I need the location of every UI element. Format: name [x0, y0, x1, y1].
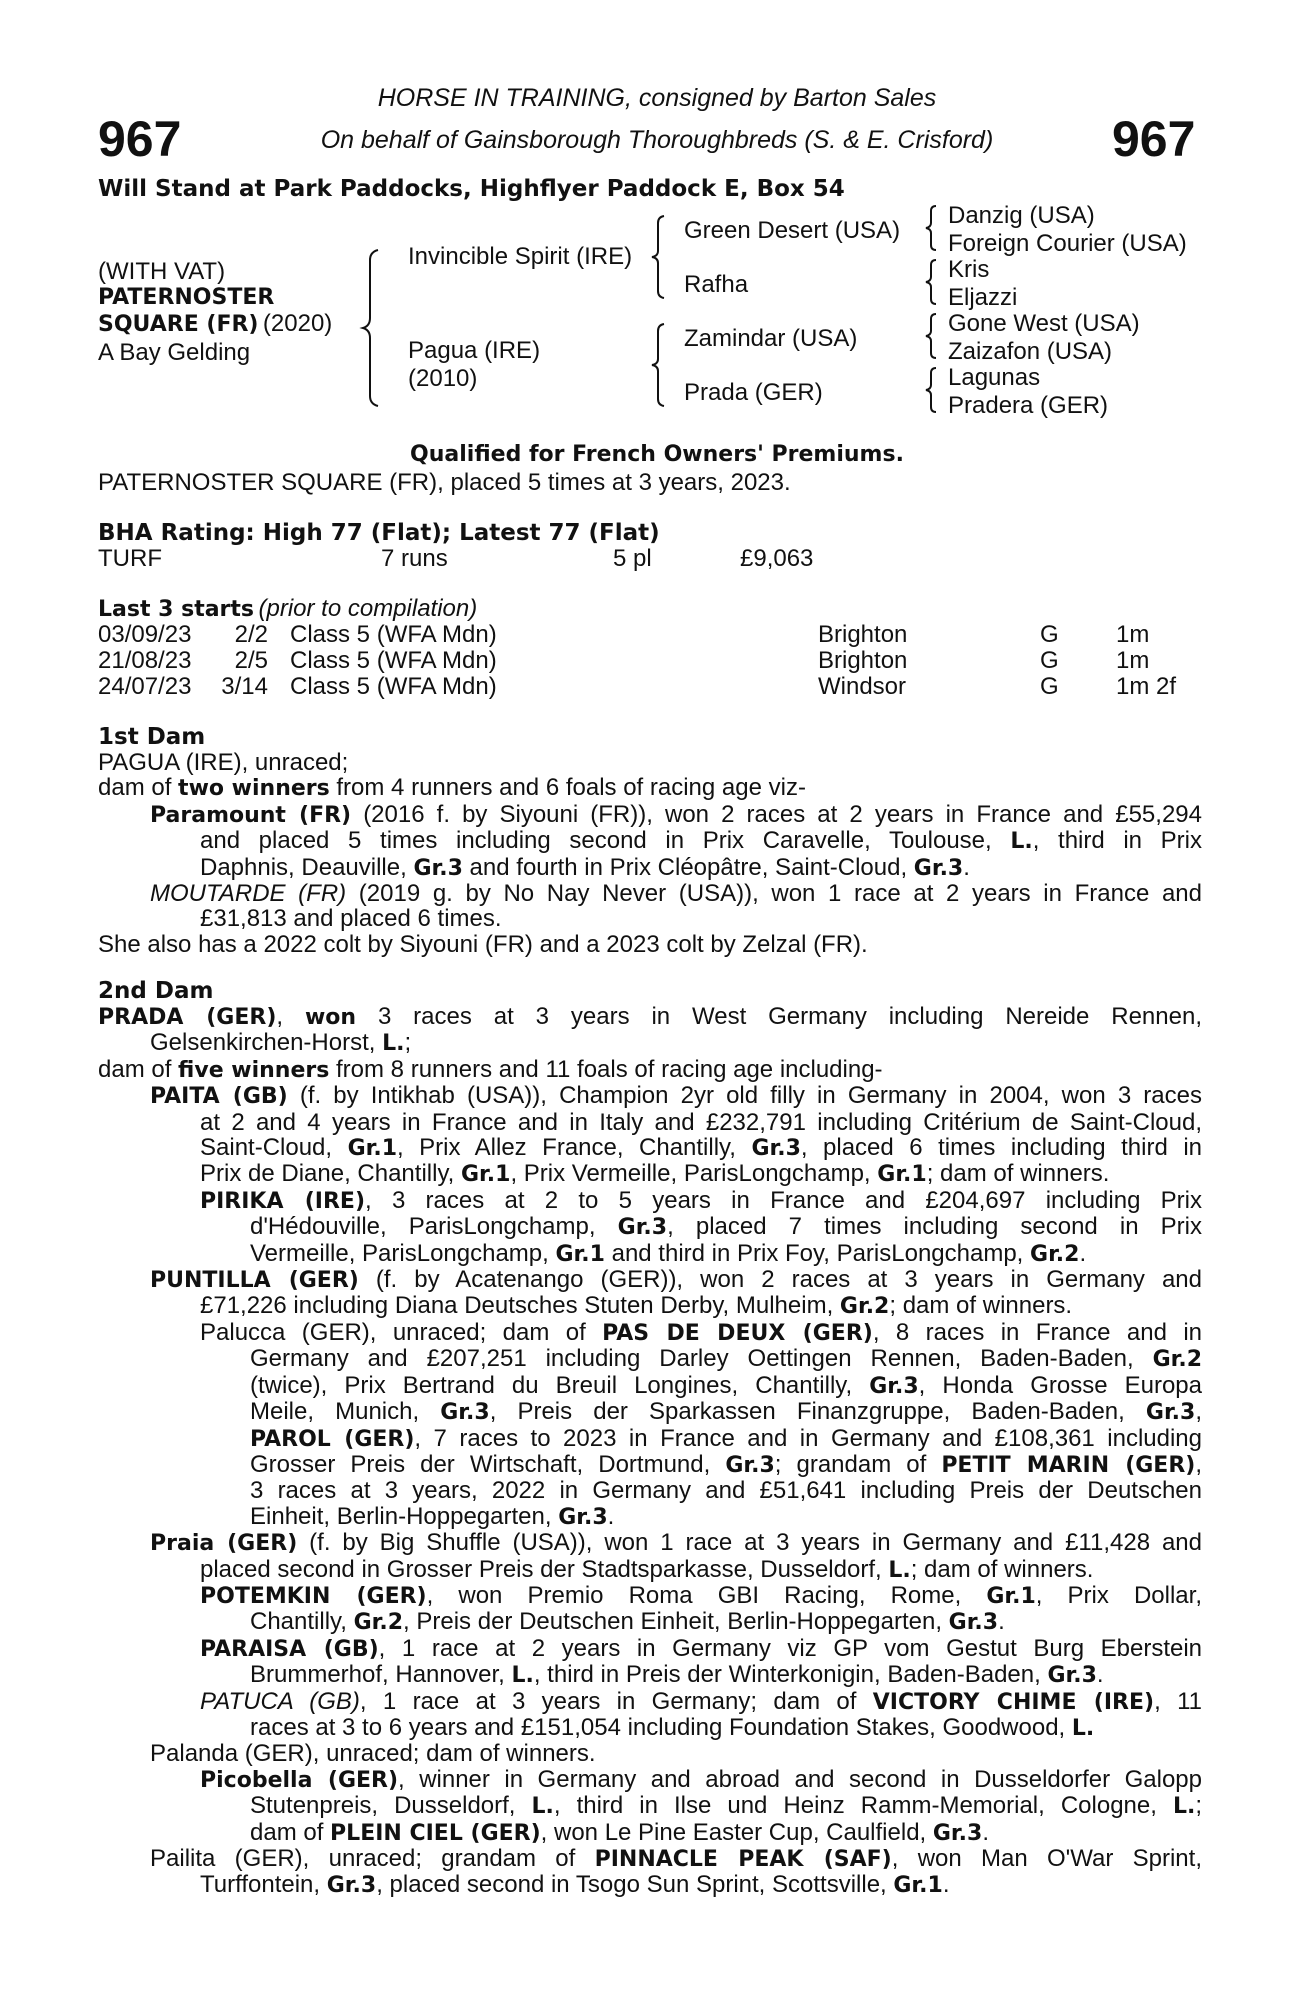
runner-name: PATUCA (GB): [200, 1688, 360, 1715]
second-dam-line: [150, 1741, 1202, 1766]
text: , third in Prix: [1032, 828, 1202, 855]
first-dam-line: [200, 906, 1202, 931]
second-dam-line: [250, 1452, 1202, 1478]
start-race: Class 5 (WFA Mdn): [290, 673, 497, 700]
premiums-note: Qualified for French Owners' Premiums.: [410, 442, 904, 467]
start-race: Class 5 (WFA Mdn): [290, 621, 497, 648]
text: Gr.3: [1145, 1400, 1196, 1426]
text: Grosser Preis der Wirtschaft, Dortmund,: [250, 1451, 726, 1478]
text: Daphnis, Deauville,: [200, 854, 414, 881]
text: , Preis der Deutschen Einheit, Berlin-Hoppegarten,: [403, 1609, 949, 1636]
runner-name: Picobella (GER): [200, 1767, 399, 1793]
second-dam-line: [200, 1583, 1202, 1609]
text: (2019 g. by No Nay Never (USA)), won 1 race at 2 years in France and: [346, 881, 1202, 907]
pedigree-dam: Pagua (IRE): [408, 337, 541, 364]
text: Turffontein,: [200, 1872, 327, 1899]
text: ; dam of winners.: [926, 1161, 1110, 1188]
runner-name: PIRIKA (IRE): [200, 1188, 366, 1214]
text: , Prix Dollar,: [1035, 1582, 1202, 1609]
rating-surface: TURF: [98, 545, 162, 572]
pedigree-g3-7: Lagunas: [948, 364, 1041, 391]
text: dam of: [250, 1819, 331, 1846]
text: .: [963, 854, 970, 881]
text: L.: [1010, 829, 1033, 855]
text: £31,813 and placed 6 times.: [200, 906, 502, 932]
text: .: [942, 1872, 950, 1899]
text: ;: [1195, 1793, 1202, 1820]
text: 3 races at 3 years, 2022 in Germany and £51,641 including Preis der Deutschen: [250, 1478, 1202, 1504]
second-dam-line: [250, 1662, 1202, 1688]
second-dam-line: [200, 1767, 1202, 1793]
runner-name: VICTORY CHIME (IRE): [872, 1689, 1155, 1715]
runner-name: MOUTARDE (FR): [150, 881, 347, 907]
lot-number-left: 967: [98, 111, 182, 167]
second-dam-line: [200, 1636, 1202, 1662]
text: Gr.3: [617, 1215, 668, 1241]
text: from 8 runners and 11 foals of racing age including-: [329, 1056, 883, 1083]
last-starts-title: Last 3 starts: [98, 597, 255, 622]
runner-name: PETIT MARIN (GER): [941, 1452, 1196, 1478]
text: , Preis der Sparkassen Finanzgruppe, Baden-Baden,: [489, 1399, 1146, 1426]
consignor-line: HORSE IN TRAINING, consigned by Barton Sales: [377, 84, 937, 112]
text: L.: [888, 1557, 911, 1583]
pedigree-g3-4: Eljazzi: [948, 284, 1018, 311]
text: Saint-Cloud,: [200, 1135, 348, 1162]
text: (f. by Intikhab (USA)), Champion 2yr old filly in Germany in 2004, won 3 races: [287, 1083, 1202, 1110]
text: , placed 6 times including third in: [800, 1135, 1202, 1162]
second-dam-line: [200, 1161, 1202, 1187]
horse-description: A Bay Gelding: [98, 339, 251, 366]
text: Gr.3: [1047, 1663, 1097, 1689]
text: and third in Prix Foy, ParisLongchamp,: [604, 1240, 1031, 1267]
runner-name: PAITA (GB): [150, 1084, 288, 1110]
runner-name: Praia (GER): [150, 1531, 298, 1557]
text: (twice), Prix Bertrand du Breuil Longines, Chantilly,: [250, 1372, 870, 1399]
text: Gr.2: [353, 1610, 404, 1636]
text: , won Man O'War Sprint,: [891, 1846, 1202, 1872]
text: Gr.3: [932, 1820, 983, 1846]
start-going: G: [1040, 621, 1059, 648]
text: Gr.1: [877, 1162, 927, 1188]
text: ,: [276, 1004, 305, 1030]
rating-runs: 7 runs: [381, 545, 448, 572]
first-dam-section: [98, 750, 1202, 957]
second-dam-line: [250, 1214, 1202, 1240]
text: ; dam of winners.: [910, 1556, 1094, 1583]
text: (2016 f. by Siyouni (FR)), won 2 races at 2 years in France and £55,294: [351, 801, 1202, 828]
rating-prize: £9,063: [740, 545, 814, 572]
text: , 7 races to 2023 in France and in Germany and £108,361 including: [414, 1425, 1202, 1452]
text: Prix de Diane, Chantilly,: [200, 1161, 461, 1188]
second-dam-line: [250, 1241, 1202, 1267]
horse-name-line2-row: [98, 311, 332, 337]
pedigree-brace-sire: [648, 214, 672, 300]
text: , 8 races in France and in: [872, 1319, 1202, 1346]
text: PAGUA (IRE), unraced;: [98, 750, 349, 776]
text: , Prix Vermeille, ParisLongchamp,: [510, 1161, 878, 1188]
second-dam-line: [250, 1373, 1202, 1399]
text: Gr.3: [751, 1136, 801, 1162]
text: Palucca (GER), unraced; dam of: [200, 1319, 603, 1346]
text: , Prix Allez France, Chantilly,: [397, 1135, 752, 1162]
text: Gr.2: [839, 1294, 890, 1320]
text: ,: [1195, 1399, 1202, 1426]
text: ; grandam of: [774, 1451, 942, 1478]
second-dam-line: [250, 1478, 1202, 1503]
pedigree-brace-g3-2: [922, 258, 942, 306]
start-date: 03/09/23: [98, 621, 192, 648]
text: and fourth in Prix Cléopâtre, Saint-Cloud,: [462, 854, 914, 881]
text: , placed 7 times including second in Prix: [667, 1214, 1202, 1241]
start-course: Windsor: [818, 673, 907, 700]
text: .: [1096, 1662, 1104, 1689]
pedigree-brace-gen1: [360, 248, 390, 408]
start-distance: 1m: [1116, 621, 1150, 648]
second-dam-title: 2nd Dam: [98, 978, 214, 1004]
text: L.: [1071, 1715, 1095, 1741]
second-dam-line: [150, 1083, 1202, 1109]
first-dam-line: [98, 775, 1202, 801]
rating-placed: 5 pl: [613, 545, 652, 572]
text: She also has a 2022 colt by Siyouni (FR) and a 2023 colt by Zelzal (FR).: [98, 931, 868, 958]
second-dam-line: [250, 1609, 1202, 1635]
last-starts-note: (prior to compilation): [258, 595, 478, 622]
second-dam-line: [98, 1057, 1202, 1083]
runner-name: PARAISA (GB): [200, 1636, 379, 1662]
start-position: 3/14: [221, 673, 268, 700]
pedigree-g3-6: Zaizafon (USA): [948, 338, 1113, 365]
text: ,: [1195, 1451, 1202, 1478]
second-dam-line: [200, 1872, 1202, 1898]
pedigree-dam-dam: Prada (GER): [684, 379, 823, 406]
vat-note: (WITH VAT): [98, 258, 226, 285]
first-dam-line: [98, 932, 1202, 957]
text: , 3 races at 2 to 5 years in France and £204,697 including Prix: [365, 1187, 1202, 1214]
text: Gr.3: [413, 855, 463, 881]
last-starts-heading: [98, 596, 477, 622]
text: , winner in Germany and abroad and second in Dusseldorfer Galopp: [398, 1766, 1202, 1793]
pedigree-g3-5: Gone West (USA): [948, 310, 1140, 337]
text: , third in Preis der Winterkonigin, Baden-Baden,: [533, 1662, 1048, 1689]
text: Chantilly,: [250, 1609, 354, 1636]
second-dam-line: [200, 1557, 1202, 1583]
pedigree-g3-3: Kris: [948, 256, 990, 283]
text: £71,226 including Diana Deutsches Stuten Derby, Mulheim,: [200, 1293, 840, 1320]
text: Gr.3: [440, 1400, 490, 1426]
location-line: Will Stand at Park Paddocks, Highflyer Paddock E, Box 54: [98, 176, 845, 202]
text: won: [304, 1005, 357, 1030]
text: PRADA (GER): [98, 1005, 277, 1030]
lot-number-right: 967: [1112, 111, 1196, 167]
text: two winners: [178, 776, 330, 802]
pedigree-g3-1: Danzig (USA): [948, 202, 1095, 229]
second-dam-line: [150, 1267, 1202, 1293]
start-distance: 1m: [1116, 647, 1150, 674]
vendor-line: On behalf of Gainsborough Thoroughbreds (S. & E. Crisford): [320, 126, 994, 154]
start-date: 21/08/23: [98, 647, 192, 674]
text: Gr.2: [1030, 1241, 1080, 1267]
start-distance: 1m 2f: [1116, 673, 1177, 700]
second-dam-section: [98, 1004, 1202, 1899]
text: Brummerhof, Hannover,: [250, 1662, 512, 1689]
text: , Honda Grosse Europa: [918, 1372, 1202, 1399]
start-going: G: [1040, 647, 1059, 674]
pedigree-dam-year: (2010): [408, 365, 478, 392]
text: from 4 runners and 6 foals of racing age viz-: [329, 775, 806, 802]
text: Meile, Munich,: [250, 1399, 441, 1426]
second-dam-line: [250, 1793, 1202, 1819]
text: L.: [382, 1031, 405, 1057]
text: .: [998, 1609, 1005, 1636]
text: Gr.1: [986, 1583, 1036, 1609]
first-dam-line: [150, 881, 1202, 906]
text: L.: [1172, 1794, 1196, 1820]
text: Gr.3: [725, 1452, 775, 1478]
pedigree-sire: Invincible Spirit (IRE): [408, 243, 633, 270]
text: Gr.1: [347, 1136, 397, 1162]
text: Einheit, Berlin-Hoppegarten,: [250, 1503, 559, 1530]
text: races at 3 to 6 years and £151,054 including Foundation Stakes, Goodwood,: [250, 1714, 1072, 1741]
first-dam-line: [98, 750, 1202, 775]
text: , 1 race at 3 years in Germany; dam of: [359, 1688, 873, 1715]
text: Stutenpreis, Dusseldorf,: [250, 1793, 532, 1820]
second-dam-line: [98, 1004, 1202, 1030]
text: Vermeille, ParisLongchamp,: [250, 1240, 556, 1267]
horse-foaling-year: (2020): [262, 310, 333, 337]
runner-name: PLEIN CIEL (GER): [330, 1820, 541, 1846]
start-race: Class 5 (WFA Mdn): [290, 647, 497, 674]
first-dam-line: [150, 802, 1202, 828]
runner-name: PUNTILLA (GER): [150, 1268, 359, 1294]
pedigree-brace-dam: [648, 322, 672, 408]
runner-name: PAS DE DEUX (GER): [602, 1320, 873, 1346]
first-dam-line: [200, 828, 1202, 854]
runner-name: PAROL (GER): [250, 1426, 415, 1452]
text: , 11: [1154, 1688, 1202, 1715]
text: .: [1079, 1240, 1087, 1267]
pedigree-g3-2: Foreign Courier (USA): [948, 230, 1187, 257]
start-going: G: [1040, 673, 1059, 700]
second-dam-line: [250, 1820, 1202, 1846]
text: Pailita (GER), unraced; grandam of: [150, 1846, 595, 1872]
second-dam-line: [250, 1504, 1202, 1530]
second-dam-line: [200, 1110, 1202, 1135]
text: , third in Ilse und Heinz Ramm-Memorial, Cologne,: [553, 1793, 1173, 1820]
text: .: [607, 1503, 615, 1530]
text: at 2 and 4 years in France and in Italy and £232,791 including Critérium de Saint-Cloud,: [200, 1109, 1202, 1136]
pedigree-sire-sire: Green Desert (USA): [684, 217, 901, 244]
start-course: Brighton: [818, 621, 908, 648]
text: Gr.1: [893, 1873, 943, 1899]
text: Gr.3: [913, 855, 964, 881]
second-dam-line: [200, 1188, 1202, 1214]
bha-rating: BHA Rating: High 77 (Flat); Latest 77 (Flat): [98, 520, 660, 546]
second-dam-line: [150, 1030, 1202, 1056]
text: Gelsenkirchen-Horst,: [150, 1030, 383, 1057]
pedigree-brace-g3-1: [922, 204, 942, 252]
first-dam-title: 1st Dam: [98, 724, 206, 750]
second-dam-line: [200, 1135, 1202, 1161]
text: Gr.3: [558, 1504, 608, 1530]
text: Gr.3: [326, 1873, 377, 1899]
text: Gr.1: [555, 1241, 605, 1267]
text: ;: [404, 1030, 412, 1057]
text: d'Hédouville, ParisLongchamp,: [250, 1214, 618, 1241]
second-dam-line: [250, 1426, 1202, 1452]
second-dam-line: [250, 1346, 1202, 1372]
pedigree-brace-g3-3: [922, 312, 942, 360]
text: Gr.1: [461, 1162, 511, 1188]
pedigree-dam-sire: Zamindar (USA): [684, 325, 858, 352]
text: Gr.2: [1152, 1347, 1202, 1373]
text: 3 races at 3 years in West Germany including Nereide Rennen,: [356, 1004, 1202, 1030]
text: Gr.3: [869, 1373, 919, 1399]
text: Palanda (GER), unraced; dam of winners.: [150, 1741, 596, 1767]
text: dam of: [98, 1056, 179, 1083]
second-dam-line: [250, 1399, 1202, 1425]
pedigree-brace-g3-4: [922, 366, 942, 414]
text: , won Le Pine Easter Cup, Caulfield,: [540, 1819, 933, 1846]
start-date: 24/07/23: [98, 673, 192, 700]
second-dam-line: [200, 1293, 1202, 1319]
start-position: 2/2: [234, 621, 268, 648]
text: ; dam of winners.: [889, 1293, 1073, 1320]
text: Germany and £207,251 including Darley Oettingen Rennen, Baden-Baden,: [250, 1346, 1153, 1373]
text: (f. by Big Shuffle (USA)), won 1 race at 3 years in Germany and £11,428 and: [297, 1530, 1202, 1557]
text: dam of: [98, 775, 179, 802]
runner-name: PINNACLE PEAK (SAF): [594, 1847, 892, 1872]
text: .: [982, 1819, 989, 1846]
text: five winners: [178, 1057, 330, 1083]
text: Gr.3: [948, 1610, 999, 1636]
start-course: Brighton: [818, 647, 908, 674]
horse-name-line1: PATERNOSTER: [98, 285, 275, 310]
second-dam-line: [200, 1320, 1202, 1346]
text: and placed 5 times including second in Prix Caravelle, Toulouse,: [200, 828, 1011, 855]
text: placed second in Grosser Preis der Stadtsparkasse, Dusseldorf,: [200, 1556, 889, 1583]
racing-summary: PATERNOSTER SQUARE (FR), placed 5 times at 3 years, 2023.: [98, 469, 791, 496]
runner-name: Paramount (FR): [150, 802, 352, 828]
first-dam-line: [200, 855, 1202, 881]
horse-name-line2: SQUARE (FR): [98, 312, 259, 337]
second-dam-line: [150, 1530, 1202, 1556]
second-dam-line: [150, 1846, 1202, 1872]
text: L.: [531, 1794, 554, 1820]
pedigree-sire-dam: Rafha: [684, 271, 749, 298]
runner-name: POTEMKIN (GER): [200, 1583, 427, 1609]
text: , placed second in Tsogo Sun Sprint, Scottsville,: [376, 1872, 894, 1899]
text: , won Premio Roma GBI Racing, Rome,: [426, 1582, 987, 1609]
text: (f. by Acatenango (GER)), won 2 races at 3 years in Germany and: [358, 1267, 1202, 1294]
text: , 1 race at 2 years in Germany viz GP vom Gestut Burg Eberstein: [378, 1635, 1202, 1662]
text: L.: [511, 1663, 534, 1689]
second-dam-line: [250, 1715, 1202, 1741]
pedigree-g3-8: Pradera (GER): [948, 392, 1109, 419]
second-dam-line: [200, 1689, 1202, 1715]
start-position: 2/5: [234, 647, 268, 674]
